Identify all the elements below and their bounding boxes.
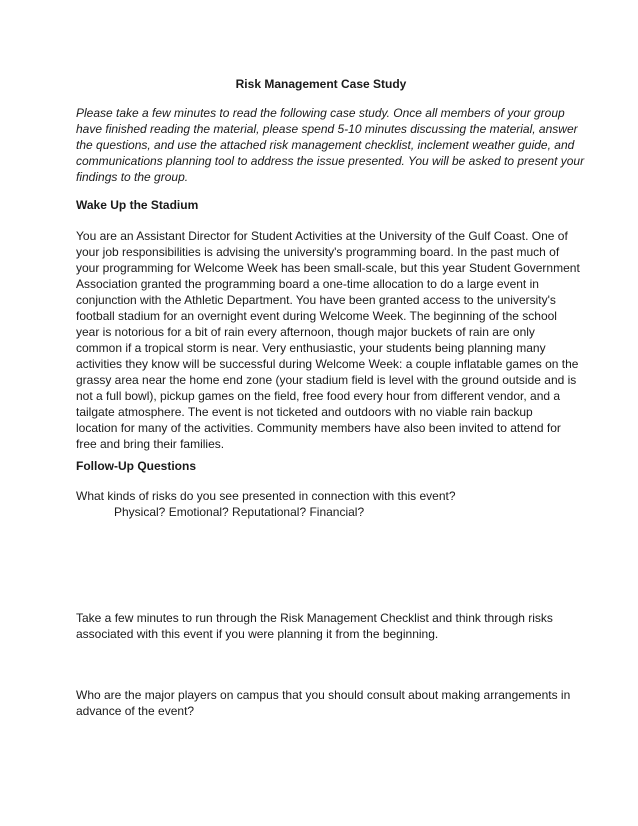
question-2 <box>76 610 566 642</box>
intro-paragraph <box>76 105 585 185</box>
intro-line: findings to the group. <box>76 170 189 184</box>
scenario-line: You are an Assistant Director for Student Activities at the University of the Gulf Coast. One of <box>76 229 568 243</box>
scenario-line: activities they know will be successful during Welcome Week: a couple inflatable games on the <box>76 357 579 371</box>
question-3-line: Who are the major players on campus that you should consult about making arrangements in <box>76 688 571 702</box>
followup-heading: Follow-Up Questions <box>76 459 196 473</box>
scenario-line: your programming for Welcome Week has been small-scale, but this year Student Government <box>76 261 580 275</box>
scenario-line: tailgate atmosphere. The event is not ticketed and outdoors with no viable rain backup <box>76 405 533 419</box>
scenario-line: free and bring their families. <box>76 437 225 451</box>
scenario-line: not a full bowl), pickup games on the field, free food every hour from different vendor, and a <box>76 389 561 403</box>
question-2-line: Take a few minutes to run through the Risk Management Checklist and think through risks <box>76 611 553 625</box>
scenario-line: year is notorious for a bit of rain every afternoon, though major buckets of rain are only <box>76 325 535 339</box>
intro-line: have finished reading the material, please spend 5-10 minutes discussing the material, answer <box>76 122 578 136</box>
scenario-line: Association granted the programming board a one-time allocation to do a large event in <box>76 277 539 291</box>
scenario-paragraph <box>76 228 580 452</box>
scenario-line: conjunction with the Athletic Department. You have been granted access to the university's <box>76 293 556 307</box>
intro-line: communications planning tool to address the issue presented. You will be asked to present your <box>76 154 585 168</box>
document-title: Risk Management Case Study <box>235 77 407 91</box>
question-1: What kinds of risks do you see presented in connection with this event? <box>76 489 456 503</box>
intro-line: Please take a few minutes to read the following case study. Once all members of your group <box>76 106 565 120</box>
scenario-line: grassy area near the home end zone (your stadium field is level with the ground outside and is <box>76 373 577 387</box>
question-3 <box>76 687 571 719</box>
section-heading: Wake Up the Stadium <box>76 198 199 212</box>
scenario-line: common if a tropical storm is near. Very enthusiastic, your students being planning many <box>76 341 546 355</box>
scenario-line: your job responsibilities is advising the university's programming board. In the past much of <box>76 245 560 259</box>
question-3-line: advance of the event? <box>76 704 195 718</box>
scenario-line: location for many of the activities. Community members have also been invited to attend for <box>76 421 561 435</box>
intro-line: the questions, and use the attached risk management checklist, inclement weather guide, and <box>76 138 575 152</box>
scenario-line: football stadium for an overnight event during Welcome Week. The beginning of the school <box>76 309 557 323</box>
question-1-subcategories: Physical? Emotional? Reputational? Financial? <box>114 505 365 519</box>
question-2-line: associated with this event if you were planning it from the beginning. <box>76 627 439 641</box>
